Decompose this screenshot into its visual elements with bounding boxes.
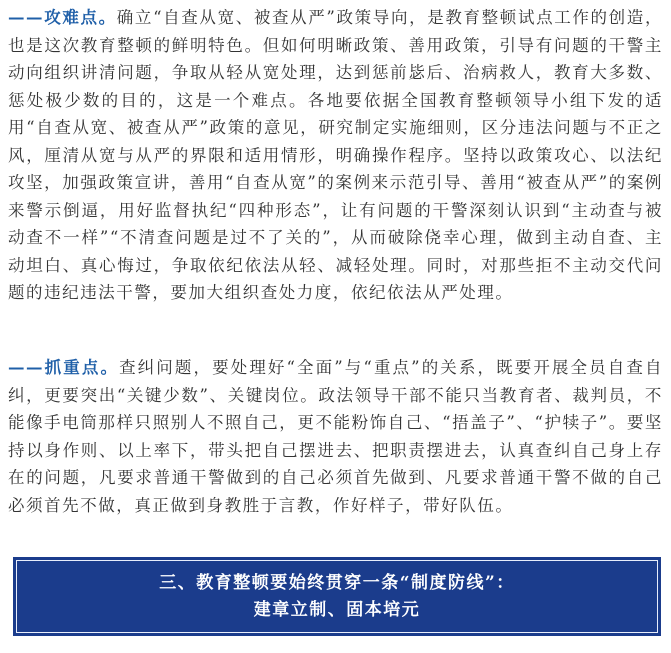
section-heading-line-1: 三、教育整顿要始终贯穿一条“制度防线”： [159, 572, 515, 593]
paragraph-attack-difficulties [8, 4, 663, 307]
section-lead-grasp-key-points: ——抓重点。 [8, 358, 120, 377]
section-lead-attack-difficulties: ——攻难点。 [8, 8, 117, 27]
paragraph-body-attack-difficulties: 确立“自查从宽、被查从严”政策导向，是教育整顿试点工作的创造，也是这次教育整顿的鲜明特色。但如何明晰政策、善用政策，引导有问题的干警主动向组织讲清问题，争取从轻从宽处理，达到惩前毖后、治病救人，教育大多数、惩处极少数的目的，这是一个难点。各地要依据全国教育整顿领导小组下发的适用“自查从宽、被查从严”政策的意见，研究制定实施细则，区分违法问题与不正之风，厘清从宽与从严的界限和适用情形，明确操作程序。坚持以政策攻心、以法纪攻坚，加强政策宣讲，善用“自查从宽”的案例来示范引导、善用“被查从严”的案例来警示倒逼，用好监督执纪“四种形态”，让有问题的干警深刻认识到“主动查与被动查不一样”“不清查问题是过不了关的”，从而破除侥幸心理，做到主动自查、主动坦白、真心悔过，争取依纪依法从轻、减轻处理。同时，对那些拒不主动交代问题的违纪违法干警，要加大组织查处力度，依纪依法从严处理。 [8, 8, 664, 302]
section-heading-banner [13, 557, 661, 636]
section-heading-line-2: 建章立制、固本培元 [253, 599, 421, 620]
section-heading-banner-frame [16, 560, 658, 633]
paragraph-body-grasp-key-points: 查纠问题，要处理好“全面”与“重点”的关系，既要开展全员自查自纠，更要突出“关键少数”、关键岗位。政法领导干部不能只当教育者、裁判员，不能像手电筒那样只照别人不照自己，更不能粉饰自己、“捂盖子”、“护犊子”。要坚持以身作则、以上率下，带头把自己摆进去、把职责摆进去，认真查纠自己身上存在的问题，凡要求普通干警做到的自己必须首先做到、凡要求普通干警不做的自己必须首先不做，真正做到身教胜于言教，作好样子，带好队伍。 [8, 358, 663, 515]
paragraph-grasp-key-points [8, 354, 663, 519]
